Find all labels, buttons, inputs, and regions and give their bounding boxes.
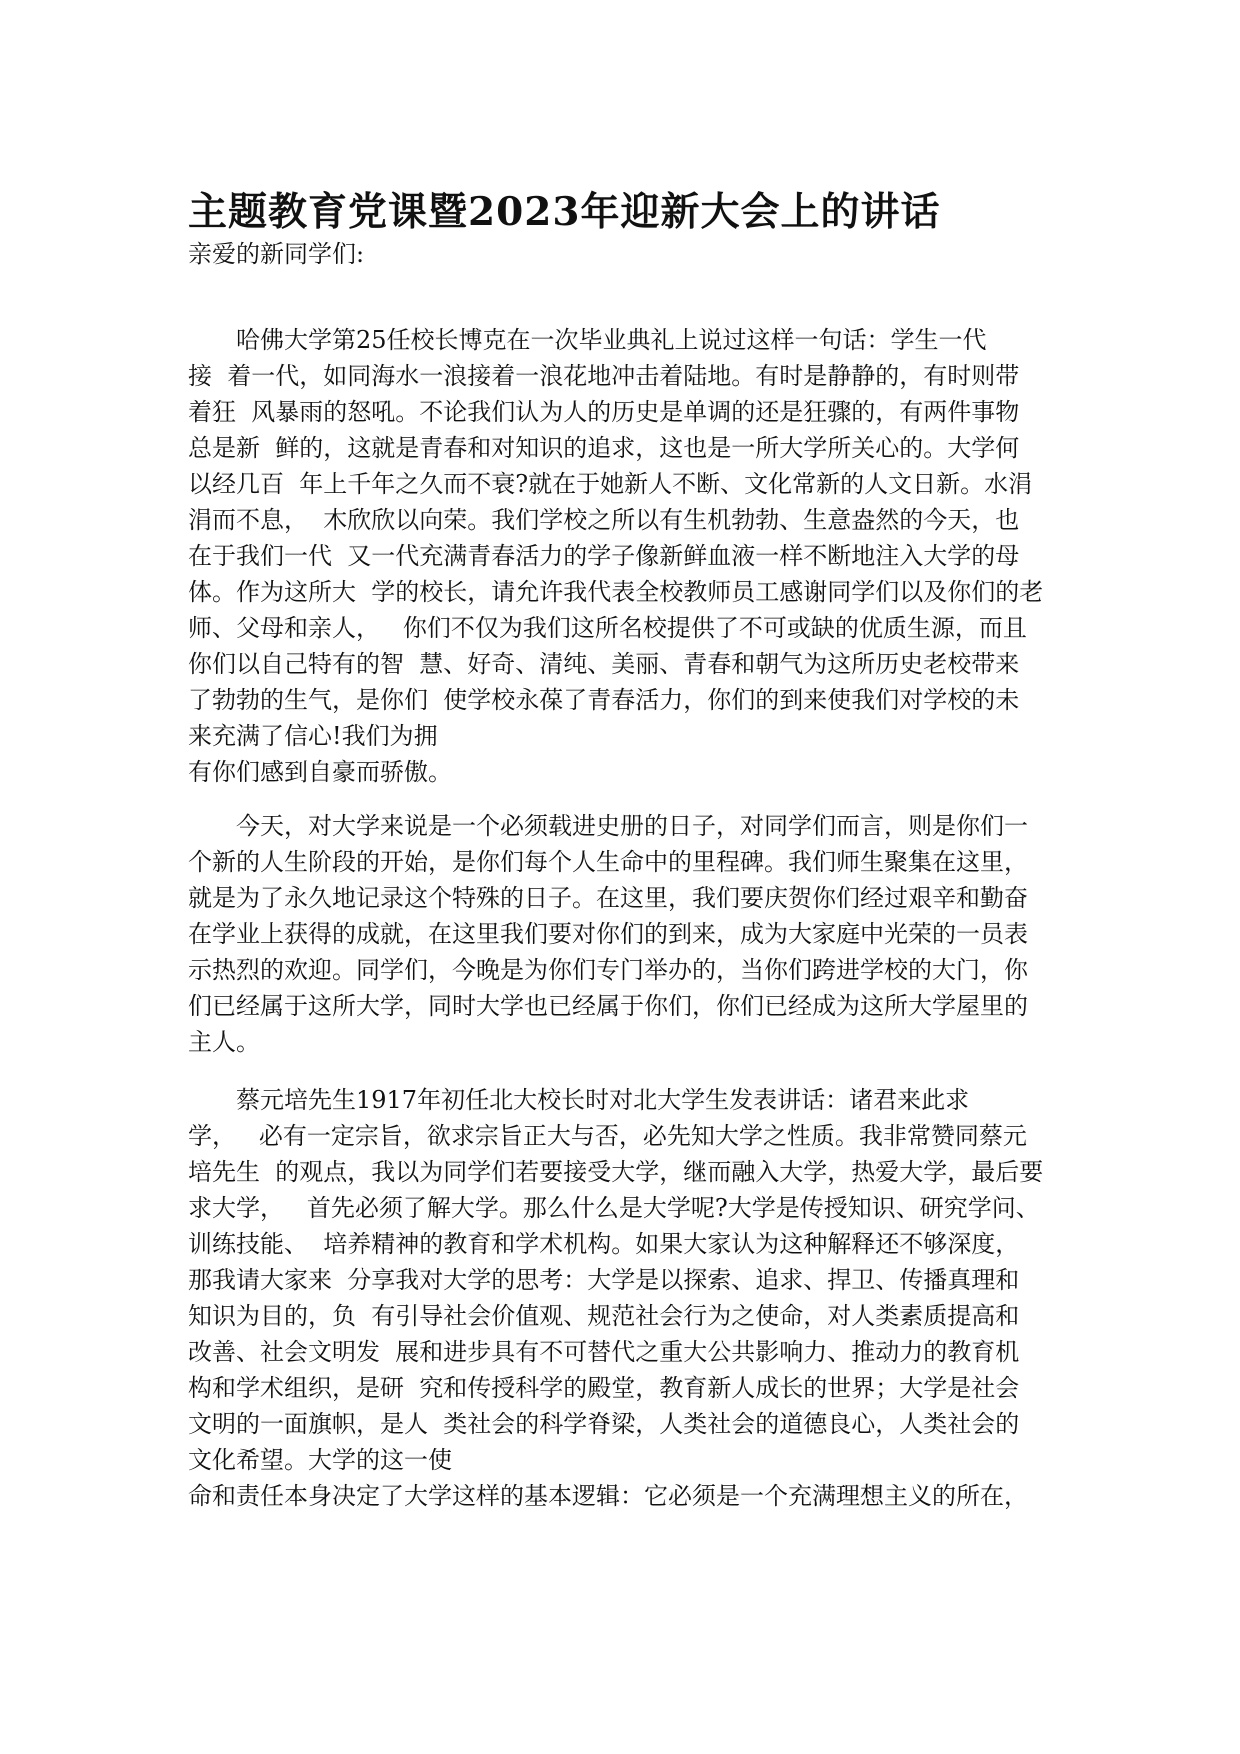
paragraph-line: 总是新 鲜的，这就是青春和对知识的追求，这也是一所大学所关心的。大学何 xyxy=(188,434,1020,462)
paragraph-line: 培先生 的观点，我以为同学们若要接受大学，继而融入大学，热爱大学，最后要 xyxy=(188,1158,1044,1186)
paragraph-1 xyxy=(188,322,1060,790)
paragraph-line: 哈佛大学第25任校长博克在一次毕业典礼上说过这样一句话：学生一代 xyxy=(236,326,987,354)
paragraph-line: 文化希望。大学的这一使 xyxy=(188,1446,452,1474)
paragraph-line: 学， 必有一定宗旨，欲求宗旨正大与否，必先知大学之性质。我非常赞同蔡元 xyxy=(188,1122,1027,1150)
paragraph-line: 们已经属于这所大学，同时大学也已经属于你们，你们已经成为这所大学屋里的 xyxy=(188,992,1028,1020)
paragraph-2 xyxy=(188,808,1060,1060)
paragraph-line: 体。作为这所大 学的校长，请允许我代表全校教师员工感谢同学们以及你们的老 xyxy=(188,578,1044,606)
paragraph-line: 知识为目的，负 有引导社会价值观、规范社会行为之使命，对人类素质提高和 xyxy=(188,1302,1020,1330)
paragraph-line: 主人。 xyxy=(188,1028,260,1056)
paragraph-line: 个新的人生阶段的开始，是你们每个人生命中的里程碑。我们师生聚集在这里， xyxy=(188,848,1028,876)
paragraph-line: 接 着一代，如同海水一浪接着一浪花地冲击着陆地。有时是静静的，有时则带 xyxy=(188,362,1020,390)
paragraph-line: 文明的一面旗帜，是人 类社会的科学脊梁，人类社会的道德良心，人类社会的 xyxy=(188,1410,1020,1438)
paragraph-3 xyxy=(188,1082,1060,1514)
paragraph-line: 今天，对大学来说是一个必须载进史册的日子，对同学们而言，则是你们一 xyxy=(236,812,1028,840)
paragraph-line: 在学业上获得的成就，在这里我们要对你们的到来，成为大家庭中光荣的一员表 xyxy=(188,920,1028,948)
paragraph-line: 涓而不息， 木欣欣以向荣。我们学校之所以有生机勃勃、生意盎然的今天，也 xyxy=(188,506,1020,534)
paragraph-line: 师、父母和亲人， 你们不仅为我们这所名校提供了不可或缺的优质生源，而且 xyxy=(188,614,1027,642)
paragraph-line: 训练技能、 培养精神的教育和学术机构。如果大家认为这种解释还不够深度， xyxy=(188,1230,1020,1258)
document-title: 主题教育党课暨2023年迎新大会上的讲话 xyxy=(188,189,941,235)
paragraph-line: 就是为了永久地记录这个特殊的日子。在这里，我们要庆贺你们经过艰辛和勤奋 xyxy=(188,884,1028,912)
paragraph-line: 了勃勃的生气，是你们 使学校永葆了青春活力，你们的到来使我们对学校的未 xyxy=(188,686,1020,714)
paragraph-line: 蔡元培先生1917年初任北大校长时对北大学生发表讲话：诸君来此求 xyxy=(236,1086,970,1114)
paragraph-line: 命和责任本身决定了大学这样的基本逻辑：它必须是一个充满理想主义的所在， xyxy=(188,1482,1028,1510)
paragraph-line: 那我请大家来 分享我对大学的思考：大学是以探索、追求、捍卫、传播真理和 xyxy=(188,1266,1020,1294)
salutation: 亲爱的新同学们: xyxy=(188,240,365,268)
paragraph-line: 有你们感到自豪而骄傲。 xyxy=(188,758,452,786)
paragraph-line: 求大学， 首先必须了解大学。那么什么是大学呢?大学是传授知识、研究学问、 xyxy=(188,1194,1040,1222)
paragraph-line: 来充满了信心!我们为拥 xyxy=(188,722,438,750)
paragraph-line: 示热烈的欢迎。同学们，今晚是为你们专门举办的，当你们跨进学校的大门，你 xyxy=(188,956,1028,984)
paragraph-line: 构和学术组织，是研 究和传授科学的殿堂，教育新人成长的世界；大学是社会 xyxy=(188,1374,1020,1402)
paragraph-line: 改善、社会文明发 展和进步具有不可替代之重大公共影响力、推动力的教育机 xyxy=(188,1338,1020,1366)
paragraph-line: 着狂 风暴雨的怒吼。不论我们认为人的历史是单调的还是狂骤的，有两件事物 xyxy=(188,398,1020,426)
paragraph-line: 在于我们一代 又一代充满青春活力的学子像新鲜血液一样不断地注入大学的母 xyxy=(188,542,1020,570)
paragraph-line: 以经几百 年上千年之久而不衰?就在于她新人不断、文化常新的人文日新。水涓 xyxy=(188,470,1033,498)
paragraph-line: 你们以自己特有的智 慧、好奇、清纯、美丽、青春和朝气为这所历史老校带来 xyxy=(188,650,1020,678)
